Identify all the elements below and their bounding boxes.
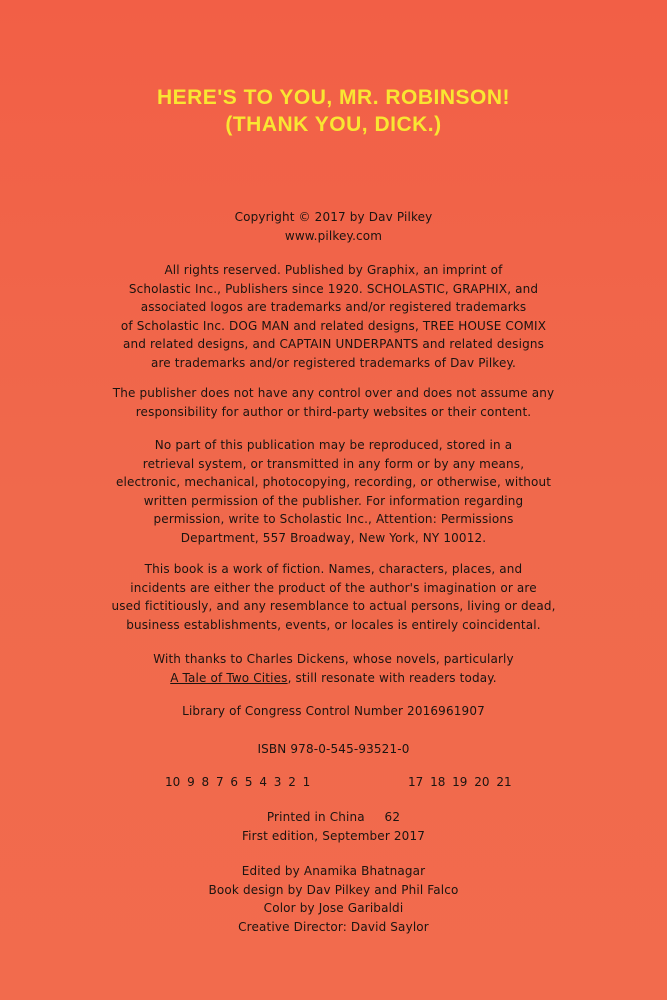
rights-line: Scholastic Inc., Publishers since 1920. SCHOLASTIC, GRAPHIX, and — [128, 281, 539, 296]
credit-line: Book design by Dav Pilkey and Phil Falco — [208, 882, 459, 897]
year-numbers: 17 18 19 20 21 — [408, 775, 512, 789]
rights-line: All rights reserved. Published by Graphix, an imprint of — [164, 263, 503, 277]
printed-location: Printed in China 62 — [266, 810, 401, 824]
fiction-line: used fictitiously, and any resemblance to actual persons, living or dead, — [111, 599, 556, 614]
copyright-block — [40, 208, 627, 245]
fiction-line: business establishments, events, or locales is entirely coincidental. — [126, 617, 541, 632]
reproduction-line: written permission of the publisher. For information regarding — [143, 493, 524, 508]
thanks-line-2 — [40, 669, 627, 688]
credit-line: Color by Jose Garibaldi — [263, 901, 404, 916]
isbn-number: ISBN 978-0-545-93521-0 — [257, 742, 410, 756]
fiction-line: incidents are either the product of the author's imagination or are — [130, 580, 537, 595]
reproduction-line: No part of this publication may be reproduced, stored in a — [154, 438, 513, 452]
thanks-line: With thanks to Charles Dickens, whose novels, particularly — [153, 652, 514, 666]
reproduction-line: retrieval system, or transmitted in any form or by any means, — [142, 456, 525, 471]
credits-block — [40, 862, 627, 936]
fiction-paragraph — [40, 560, 627, 634]
reproduction-line: electronic, mechanical, photocopying, recording, or otherwise, without — [115, 475, 552, 490]
printing-info-block — [40, 808, 627, 845]
rights-line: are trademarks and/or registered trademarks of Dav Pilkey. — [150, 355, 517, 370]
dedication-line-1: HERE'S TO YOU, MR. ROBINSON! — [156, 86, 511, 109]
website-url: www.pilkey.com — [284, 228, 383, 243]
book-title: A Tale of Two Cities — [170, 670, 288, 685]
rights-line: associated logos are trademarks and/or registered trademarks — [140, 300, 527, 315]
fiction-line: This book is a work of fiction. Names, characters, places, and — [144, 562, 523, 576]
thanks-paragraph — [40, 650, 627, 687]
publisher-notice-line: The publisher does not have any control over and does not assume any — [112, 386, 555, 400]
printing-numbers: 10 9 8 7 6 5 4 3 2 1 — [165, 775, 311, 789]
rights-line: of Scholastic Inc. DOG MAN and related designs, TREE HOUSE COMIX — [120, 318, 547, 333]
edition-info: First edition, September 2017 — [241, 828, 426, 843]
publisher-notice-line: responsibility for author or third-party websites or their content. — [135, 404, 532, 419]
lccn-block — [40, 702, 627, 721]
isbn-block — [40, 740, 627, 759]
lccn-number: Library of Congress Control Number 2016961907 — [182, 704, 485, 718]
credit-line: Creative Director: David Saylor — [238, 919, 429, 934]
rights-paragraph — [40, 261, 627, 373]
dedication-line-2: (THANK YOU, DICK.) — [225, 113, 442, 136]
rights-line: and related designs, and CAPTAIN UNDERPANTS and related designs — [123, 337, 544, 352]
thanks-line-rest: , still resonate with readers today. — [287, 670, 497, 685]
copyright-notice: Copyright © 2017 by Dav Pilkey — [234, 210, 433, 224]
reproduction-paragraph — [40, 436, 627, 548]
credit-line: Edited by Anamika Bhatnagar — [241, 864, 426, 878]
reproduction-line: permission, write to Scholastic Inc., Attention: Permissions — [153, 512, 514, 527]
reproduction-line: Department, 557 Broadway, New York, NY 10012. — [180, 530, 487, 545]
publisher-notice-paragraph — [40, 384, 627, 421]
